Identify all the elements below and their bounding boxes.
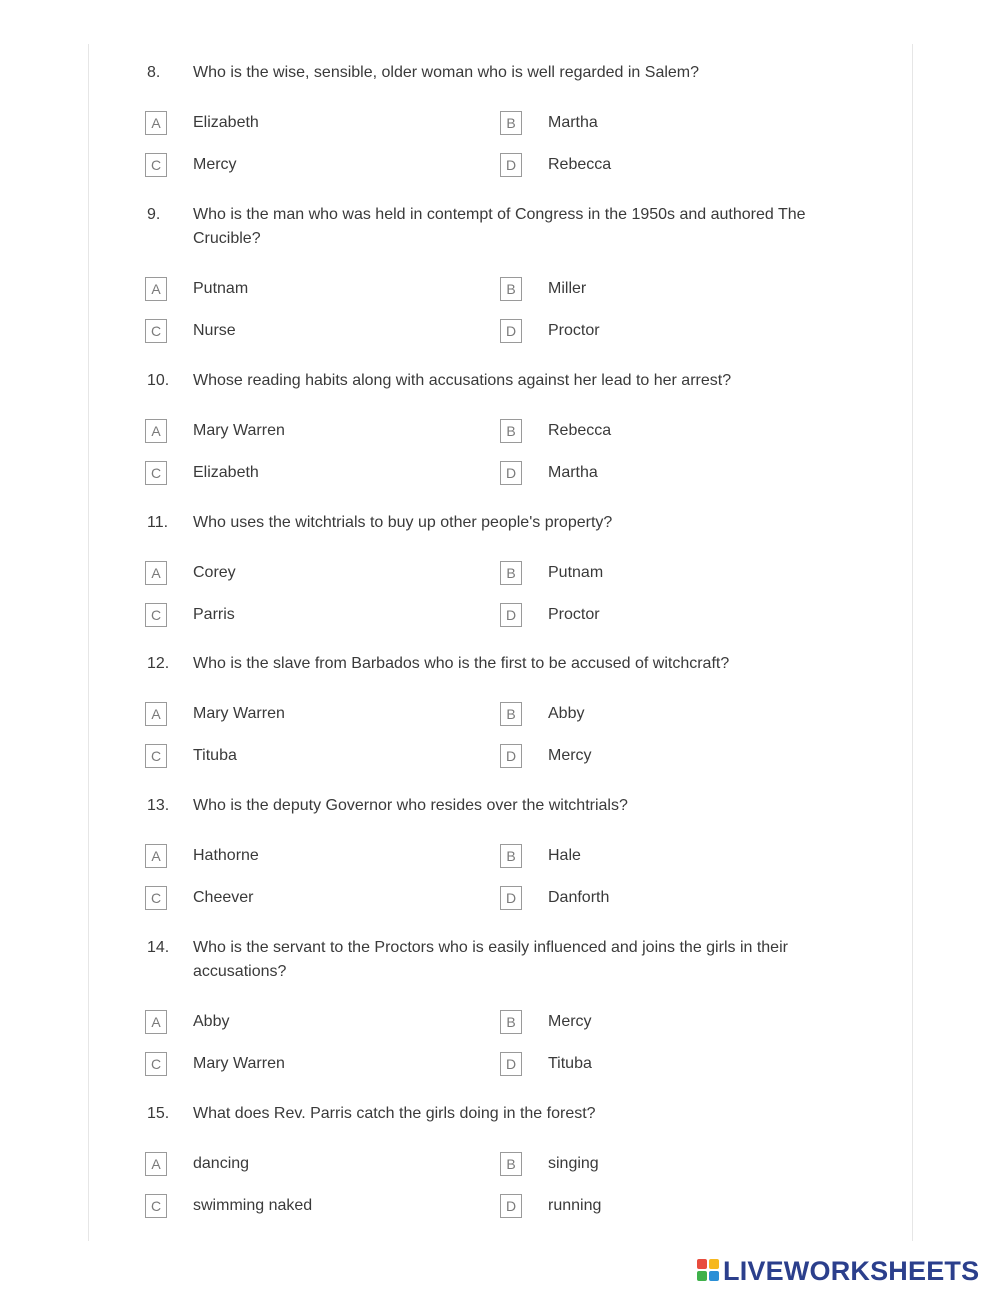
question-number: 9. bbox=[147, 206, 161, 223]
question-number: 12. bbox=[147, 655, 170, 672]
option-letter-box[interactable]: C bbox=[145, 603, 167, 627]
question-text: Who is the servant to the Proctors who is easily influenced and joins the girls in their accusations? bbox=[193, 939, 788, 980]
option-label: Mary Warren bbox=[193, 705, 285, 722]
option-letter-box[interactable]: C bbox=[145, 461, 167, 485]
option-label: Parris bbox=[193, 606, 235, 623]
option-letter-box[interactable]: D bbox=[500, 153, 522, 177]
option-letter-box[interactable]: C bbox=[145, 1194, 167, 1218]
option-letter-box[interactable]: D bbox=[500, 1194, 522, 1218]
option-label: Abby bbox=[193, 1013, 230, 1030]
question-number: 13. bbox=[147, 797, 170, 814]
option-letter-box[interactable]: C bbox=[145, 744, 167, 768]
option-label: Mercy bbox=[548, 747, 592, 764]
option-letter-box[interactable]: A bbox=[145, 1152, 167, 1176]
option-letter-box[interactable]: A bbox=[145, 277, 167, 301]
option-letter-box[interactable]: D bbox=[500, 886, 522, 910]
option-letter-box[interactable]: B bbox=[500, 561, 522, 585]
option-label: Tituba bbox=[193, 747, 237, 764]
option-letter-box[interactable]: A bbox=[145, 1010, 167, 1034]
question-text: Who is the man who was held in contempt of Congress in the 1950s and authored The Crucible? bbox=[193, 206, 806, 247]
option-label: Putnam bbox=[548, 564, 604, 581]
option-letter-box[interactable]: B bbox=[500, 277, 522, 301]
option-label: Miller bbox=[548, 280, 587, 297]
question-number: 14. bbox=[147, 939, 170, 956]
question-text: Who is the slave from Barbados who is the first to be accused of witchcraft? bbox=[193, 655, 730, 672]
option-label: Elizabeth bbox=[193, 464, 259, 481]
option-letter-box[interactable]: C bbox=[145, 319, 167, 343]
logo-text: LIVEWORKSHEETS bbox=[723, 1256, 980, 1286]
logo-blocks-icon bbox=[697, 1259, 721, 1283]
page-left-border bbox=[88, 44, 89, 1241]
option-label: Tituba bbox=[548, 1055, 592, 1072]
question-number: 8. bbox=[147, 64, 161, 81]
option-letter-box[interactable]: C bbox=[145, 886, 167, 910]
option-label: Martha bbox=[548, 464, 598, 481]
option-letter-box[interactable]: B bbox=[500, 1152, 522, 1176]
option-label: Nurse bbox=[193, 322, 236, 339]
option-label: Proctor bbox=[548, 322, 600, 339]
option-label: Rebecca bbox=[548, 422, 612, 439]
option-letter-box[interactable]: B bbox=[500, 702, 522, 726]
option-label: Cheever bbox=[193, 889, 254, 906]
option-letter-box[interactable]: A bbox=[145, 419, 167, 443]
option-label: Proctor bbox=[548, 606, 600, 623]
option-label: Mary Warren bbox=[193, 422, 285, 439]
option-letter-box[interactable]: D bbox=[500, 319, 522, 343]
option-label: Abby bbox=[548, 705, 585, 722]
question-number: 10. bbox=[147, 372, 170, 389]
option-label: swimming naked bbox=[193, 1197, 313, 1214]
liveworksheets-logo bbox=[697, 1256, 997, 1286]
option-letter-box[interactable]: B bbox=[500, 111, 522, 135]
option-label: Elizabeth bbox=[193, 114, 259, 131]
option-letter-box[interactable]: A bbox=[145, 844, 167, 868]
question-number: 11. bbox=[147, 514, 169, 531]
question-number: 15. bbox=[147, 1105, 170, 1122]
option-label: Mary Warren bbox=[193, 1055, 285, 1072]
option-letter-box[interactable]: B bbox=[500, 1010, 522, 1034]
option-letter-box[interactable]: C bbox=[145, 153, 167, 177]
option-label: Putnam bbox=[193, 280, 249, 297]
question-text: What does Rev. Parris catch the girls doing in the forest? bbox=[193, 1105, 596, 1122]
option-label: Corey bbox=[193, 564, 236, 581]
question-text: Who is the wise, sensible, older woman who is well regarded in Salem? bbox=[193, 64, 700, 81]
question-text: Who uses the witchtrials to buy up other people's property? bbox=[193, 514, 613, 531]
option-letter-box[interactable]: B bbox=[500, 419, 522, 443]
option-label: Hathorne bbox=[193, 847, 259, 864]
option-label: Martha bbox=[548, 114, 598, 131]
option-letter-box[interactable]: D bbox=[500, 1052, 522, 1076]
option-letter-box[interactable]: D bbox=[500, 603, 522, 627]
option-label: dancing bbox=[193, 1155, 250, 1172]
option-label: Mercy bbox=[193, 156, 237, 173]
option-label: Rebecca bbox=[548, 156, 612, 173]
option-letter-box[interactable]: A bbox=[145, 561, 167, 585]
question-text: Whose reading habits along with accusations against her lead to her arrest? bbox=[193, 372, 732, 389]
question-text: Who is the deputy Governor who resides over the witchtrials? bbox=[193, 797, 628, 814]
page-right-border bbox=[912, 44, 913, 1241]
option-letter-box[interactable]: C bbox=[145, 1052, 167, 1076]
option-letter-box[interactable]: A bbox=[145, 702, 167, 726]
option-letter-box[interactable]: D bbox=[500, 744, 522, 768]
option-letter-box[interactable]: B bbox=[500, 844, 522, 868]
option-label: Hale bbox=[548, 847, 581, 864]
option-label: Danforth bbox=[548, 889, 610, 906]
option-label: running bbox=[548, 1197, 602, 1214]
option-letter-box[interactable]: A bbox=[145, 111, 167, 135]
option-letter-box[interactable]: D bbox=[500, 461, 522, 485]
option-label: Mercy bbox=[548, 1013, 592, 1030]
option-label: singing bbox=[548, 1155, 599, 1172]
